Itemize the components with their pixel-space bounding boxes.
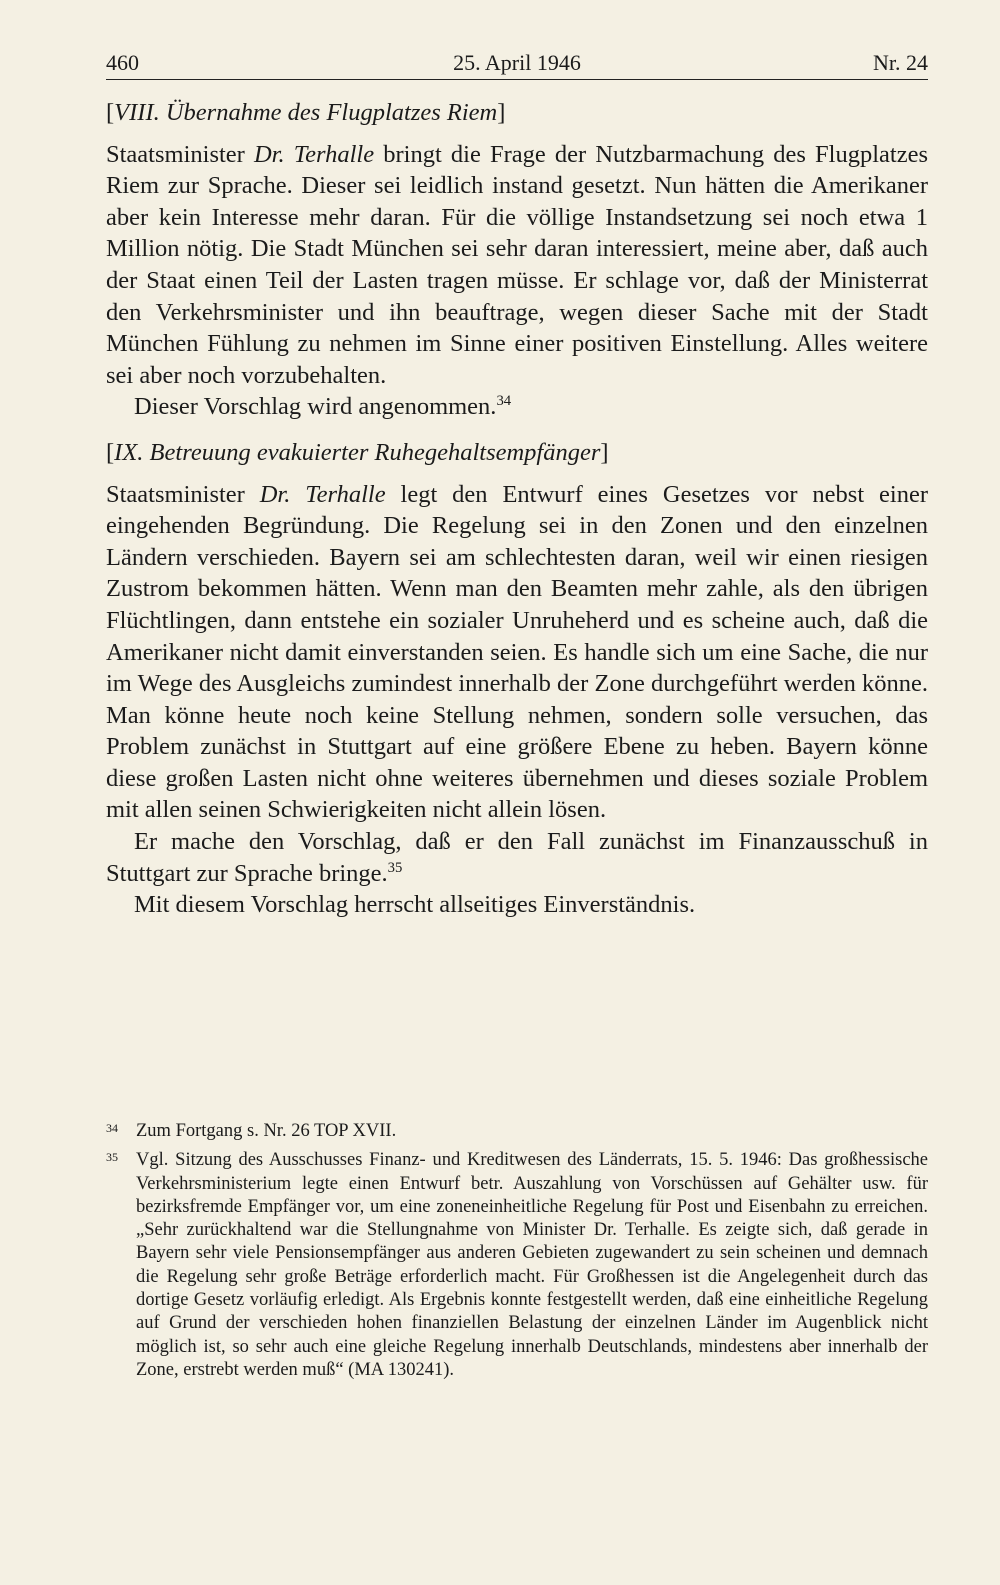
footnote-ref: 35 <box>387 859 403 876</box>
header-date: 25. April 1946 <box>453 50 581 75</box>
person-name: Dr. Terhalle <box>253 140 375 168</box>
main-text <box>106 97 928 921</box>
running-header <box>106 44 928 80</box>
footnote-number: 34 <box>106 1121 118 1135</box>
section-heading-viii: [VIII. Übernahme des Flugplatzes Riem] <box>106 99 506 126</box>
issue-number: Nr. 24 <box>873 50 928 75</box>
paragraph: Er mache den Vorschlag, daß er den Fall zunächst im Finanzausschuß in Stuttgart zur Sprache bringe.$^{35}$ <box>106 828 928 887</box>
paragraph: Staatsminister Dr. Terhalle legt den Entwurf eines Gesetzes vor nebst einer eingehenden Begründung. Die Regelung sei in den Zonen und den einzelnen Ländern verschieden. Bayern sei am schlechtesten daran, weil wir einen riesigen Zustrom bekommen hätten. Wenn man den Beamten mehr zahle, als den übrigen Flüchtlingen, dann entstehe ein sozialer Unruheherd und es scheine auch, daß die Amerikaner nicht damit einverstanden seien. Es handle sich um eine Sache, die nur im Wege des Ausgleichs zumindest innerhalb der Zone durchgeführt werden könne. Man könne heute noch keine Stellung nehmen, sondern solle versuchen, das Problem zunächst in Stuttgart auf eine größere Ebene zu heben. Bayern könne diese großen Lasten nicht ohne weiteres übernehmen und dieses soziale Problem mit allen seinen Schwierigkeiten nicht allein lösen. <box>106 480 928 824</box>
footnote-number: 35 <box>106 1150 118 1165</box>
footnotes <box>106 1120 928 1382</box>
header-rule <box>106 79 928 80</box>
section-heading-ix: [IX. Betreuung evakuierter Ruhegehaltsempfänger] <box>106 438 609 466</box>
footnote-ref: 34 <box>496 393 512 410</box>
person-name: Dr. Terhalle <box>259 480 386 508</box>
footnote-text: Vgl. Sitzung des Ausschusses Finanz- und Kreditwesen des Länderrats, 15. 5. 1946: Das großhessische Verkehrsministerium legte einen Entwurf betr. Auszahlung von Vorschüssen auf Gehälter usw. für bezirksfremde Empfänger vor, um eine zoneneinheitliche Regelung für Post und Eisenbahn zu erreichen. „Sehr zurückhaltend war die Stellungnahme von Minister Dr. Terhalle. Es zeigte sich, daß gerade in Bayern sehr viele Pensionsempfänger aus anderen Gebieten zugewandert zu sein scheinen und demnach die Regelung sehr große Beträge erforderlich macht. Für Großhessen ist die Angelegenheit durch das dortige Gesetz vorläufig erledigt. Als Ergebnis konnte festgestellt werden, daß eine einheitliche Regelung auf Grund der verschieden hohen finanziellen Belastung der einzelnen Länder im Augenblick nicht möglich ist, so sehr auch eine gleiche Regelung innerhalb Deutschlands, mindestens aber innerhalb der Zone, erstrebt werden muß“ (MA 130241). <box>136 1150 928 1380</box>
footnote <box>106 1120 928 1143</box>
section-title-ix: IX. Betreuung evakuierter Ruhegehaltsempfänger <box>114 438 601 466</box>
section-title-viii: VIII. Übernahme des Flugplatzes Riem <box>114 99 498 126</box>
page-number: 460 <box>106 50 139 75</box>
paragraph: Dieser Vorschlag wird angenommen.$^{34}$ <box>134 393 512 421</box>
paragraph: Staatsminister Dr. Terhalle bringt die Frage der Nutzbarmachung des Flugplatzes Riem zur Sprache. Dieser sei leidlich instand gesetzt. Nun hätten die Amerikaner aber kein Interesse mehr daran. Für die völlige Instandsetzung sei noch etwa 1 Million nötig. Die Stadt München sei sehr daran interessiert, meine aber, daß auch der Staat einen Teil der Lasten tragen müsse. Er schlage vor, daß der Ministerrat den Verkehrsminister und ihn beauftrage, wegen dieser Sache mit der Stadt München Fühlung zu nehmen im Sinne einer positiven Einstellung. Alles weitere sei aber noch vorzubehalten. <box>106 140 928 389</box>
footnote <box>106 1149 928 1382</box>
footnote-text: Zum Fortgang s. Nr. 26 TOP XVII. <box>136 1121 397 1141</box>
paragraph: Mit diesem Vorschlag herrscht allseitiges Einverständnis. <box>134 891 696 919</box>
